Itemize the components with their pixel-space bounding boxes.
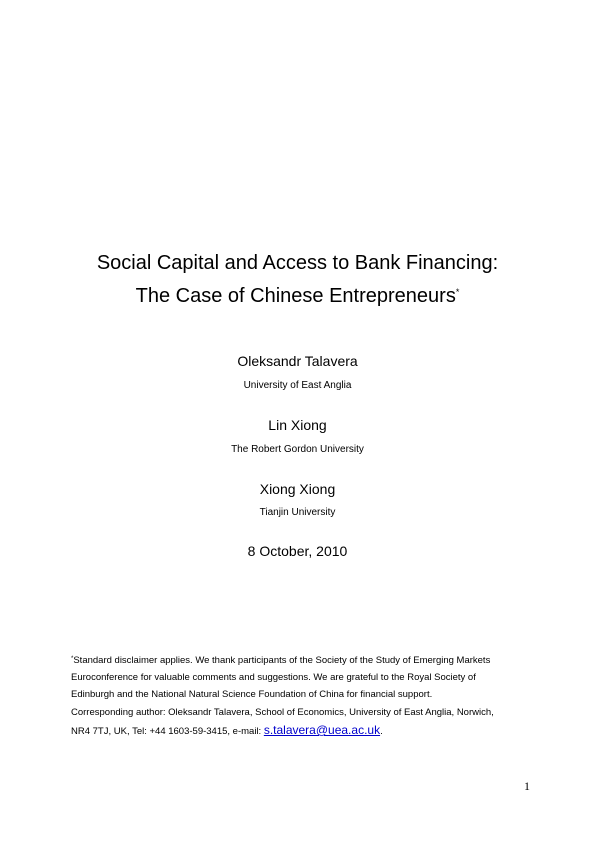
paper-title-line-2-text: The Case of Chinese Entrepreneurs [135,285,456,307]
paper-date: 8 October, 2010 [247,543,348,559]
author-name-2: Lin Xiong [268,417,327,433]
author-affiliation-1: University of East Anglia [243,380,352,391]
footnote-line-5-prefix: NR4 7TJ, UK, Tel: +44 1603-59-3415, e-mail: [71,726,264,737]
footnote-line-5-suffix: . [380,726,383,737]
author-affiliation-2: The Robert Gordon University [231,444,364,455]
title-footnote-mark: * [455,287,460,297]
footnote-line-5 [71,724,531,738]
paper-title-line-2 [0,284,595,308]
author-affiliation-3: Tianjin University [259,507,336,518]
paper-title-line-1: Social Capital and Access to Bank Financing: [96,252,499,274]
footnote-line-1 [71,654,531,667]
footnote-line-1-text: Standard disclaimer applies. We thank participants of the Society of the Study of Emerging Markets [73,655,491,666]
author-name-1: Oleksandr Talavera [237,353,358,369]
footnote-line-3: Edinburgh and the National Natural Science Foundation of China for financial support. [71,689,433,700]
footnote-line-2: Euroconference for valuable comments and suggestions. We are grateful to the Royal Society of [71,672,476,683]
author-name-3: Xiong Xiong [259,481,336,497]
footnote-line-4: Corresponding author: Oleksandr Talavera, School of Economics, University of East Anglia, Norwich, [71,707,494,718]
email-link[interactable]: s.talavera@uea.ac.uk [263,723,381,737]
footnote-mark: * [71,656,74,662]
page-number: 1 [524,779,530,793]
